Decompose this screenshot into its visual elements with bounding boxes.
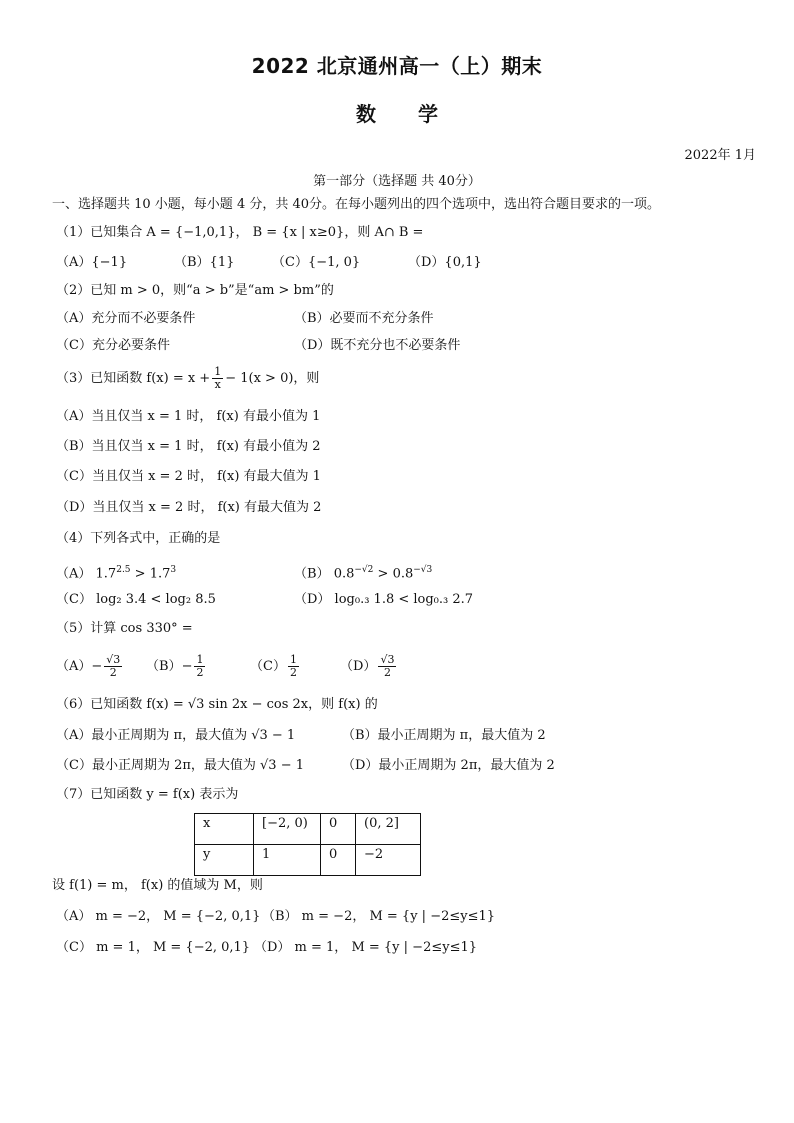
table-cell: 0 — [321, 814, 356, 845]
q5-d-den: 2 — [383, 666, 391, 679]
q7-option-d: （D） m = 1， M = {y | −2≤y≤1} — [254, 940, 478, 955]
q5-d-label: （D） — [340, 659, 377, 674]
table-cell: (0, 2] — [356, 814, 421, 845]
q4-option-c: （C） log₂ 3.4 < log₂ 8.5 — [56, 592, 216, 607]
q5-c-frac — [288, 654, 299, 679]
q6-option-b: （B）最小正周期为 π，最大值为 2 — [342, 728, 546, 743]
q1-option-a: （A）{−1} — [56, 255, 128, 270]
q5-option-b — [146, 654, 207, 679]
q5-a-num: √3 — [106, 653, 121, 666]
q5-b-den: 2 — [196, 666, 204, 679]
q5-a-frac — [104, 654, 122, 679]
q5-option-c — [250, 654, 301, 679]
q3-stem-post: − 1(x > 0)，则 — [225, 371, 320, 386]
q4-stem: （4）下列各式中，正确的是 — [56, 531, 221, 546]
q4-b-exp2: −√3 — [413, 565, 433, 575]
table-cell: [−2, 0) — [254, 814, 321, 845]
q5-option-d — [340, 654, 398, 679]
q2-stem: （2）已知 m > 0，则“a > b”是“am > bm”的 — [56, 283, 334, 298]
q7-setup: 设 f(1) = m， f(x) 的值域为 M，则 — [52, 878, 263, 893]
table-cell: 0 — [321, 845, 356, 876]
q4-a-label: （A） — [56, 566, 92, 582]
table-row — [195, 845, 421, 876]
q3-option-b: （B）当且仅当 x = 1 时， f(x) 有最小值为 2 — [56, 439, 321, 454]
table-cell: x — [195, 814, 254, 845]
q5-d-num: √3 — [380, 653, 395, 666]
q5-b-num: 1 — [196, 653, 204, 666]
q5-a-den: 2 — [109, 666, 117, 679]
table-cell: −2 — [356, 845, 421, 876]
exam-title: 2022 北京通州高一（上）期末 — [251, 54, 543, 78]
q4-b-label: （B） — [294, 566, 330, 582]
q5-c-num: 1 — [289, 653, 297, 666]
q1-option-c: （C）{−1, 0} — [272, 255, 361, 270]
q4-b-mid: > 0.8 — [373, 566, 414, 582]
q4-option-b — [294, 561, 432, 583]
q1-stem: （1）已知集合 A = {−1,0,1}， B = {x | x≥0}，则 A∩ B = — [56, 225, 424, 240]
q3-option-c: （C）当且仅当 x = 2 时， f(x) 有最大值为 1 — [56, 469, 321, 484]
q2-option-b: （B）必要而不充分条件 — [294, 311, 434, 326]
q4-option-d: （D） log₀.₃ 1.8 < log₀.₃ 2.7 — [294, 592, 474, 607]
exam-date: 2022年 1月 — [684, 148, 756, 163]
table-row — [195, 814, 421, 845]
q4-a-base1: 1.7 — [95, 566, 117, 582]
q5-c-den: 2 — [289, 666, 297, 679]
q4-b-exp1: −√2 — [354, 565, 374, 575]
q3-frac-num: 1 — [214, 365, 222, 378]
q3-fraction — [212, 366, 223, 391]
q4-option-a — [56, 561, 176, 583]
q5-option-a — [56, 654, 124, 679]
q4-a-mid: > 1.7 — [130, 566, 171, 582]
table-cell: y — [195, 845, 254, 876]
q4-a-exp1: 2.5 — [116, 565, 131, 575]
q2-option-d: （D）既不充分也不必要条件 — [294, 338, 461, 353]
q3-stem-pre: （3）已知函数 f(x) = x + — [56, 371, 211, 386]
q7-value-table — [194, 813, 421, 876]
q6-option-c: （C）最小正周期为 2π，最大值为 √3 − 1 — [56, 758, 305, 773]
q5-c-label: （C） — [250, 659, 286, 674]
subject-title: 数学 — [356, 102, 480, 126]
q4-a-exp2: 3 — [170, 565, 177, 575]
q2-option-c: （C）充分必要条件 — [56, 338, 170, 353]
q1-option-d: （D）{0,1} — [408, 255, 482, 270]
q5-b-label: （B） — [146, 659, 182, 674]
q5-b-sign: − — [181, 659, 193, 674]
q5-d-frac — [378, 654, 396, 679]
q5-b-frac — [194, 654, 205, 679]
q5-stem: （5）计算 cos 330° = — [56, 621, 193, 636]
section-intro: 一、选择题共 10 小题，每小题 4 分，共 40分。在每小题列出的四个选项中，选出符合题目要求的一项。 — [52, 197, 661, 212]
q5-a-sign: − — [91, 659, 103, 674]
q6-option-d: （D）最小正周期为 2π，最大值为 2 — [342, 758, 555, 773]
q3-option-d: （D）当且仅当 x = 2 时， f(x) 有最大值为 2 — [56, 500, 322, 515]
q3-stem — [56, 366, 319, 391]
q6-stem: （6）已知函数 f(x) = √3 sin 2x − cos 2x，则 f(x) 的 — [56, 697, 378, 712]
q7-option-a: （A） m = −2， M = {−2, 0,1} — [56, 909, 261, 924]
table-cell: 1 — [254, 845, 321, 876]
q6-option-a: （A）最小正周期为 π，最大值为 √3 − 1 — [56, 728, 296, 743]
q3-frac-den: x — [214, 378, 221, 391]
q2-option-a: （A）充分而不必要条件 — [56, 311, 196, 326]
q7-option-b: （B） m = −2， M = {y | −2≤y≤1} — [262, 909, 496, 924]
q3-option-a: （A）当且仅当 x = 1 时， f(x) 有最小值为 1 — [56, 409, 321, 424]
q4-b-base1: 0.8 — [333, 566, 355, 582]
q1-option-b: （B）{1} — [174, 255, 235, 270]
q7-option-c: （C） m = 1， M = {−2, 0,1} — [56, 940, 251, 955]
q5-a-label: （A） — [56, 659, 92, 674]
q7-stem: （7）已知函数 y = f(x) 表示为 — [56, 787, 239, 802]
part-heading: 第一部分（选择题 共 40分） — [313, 174, 481, 189]
